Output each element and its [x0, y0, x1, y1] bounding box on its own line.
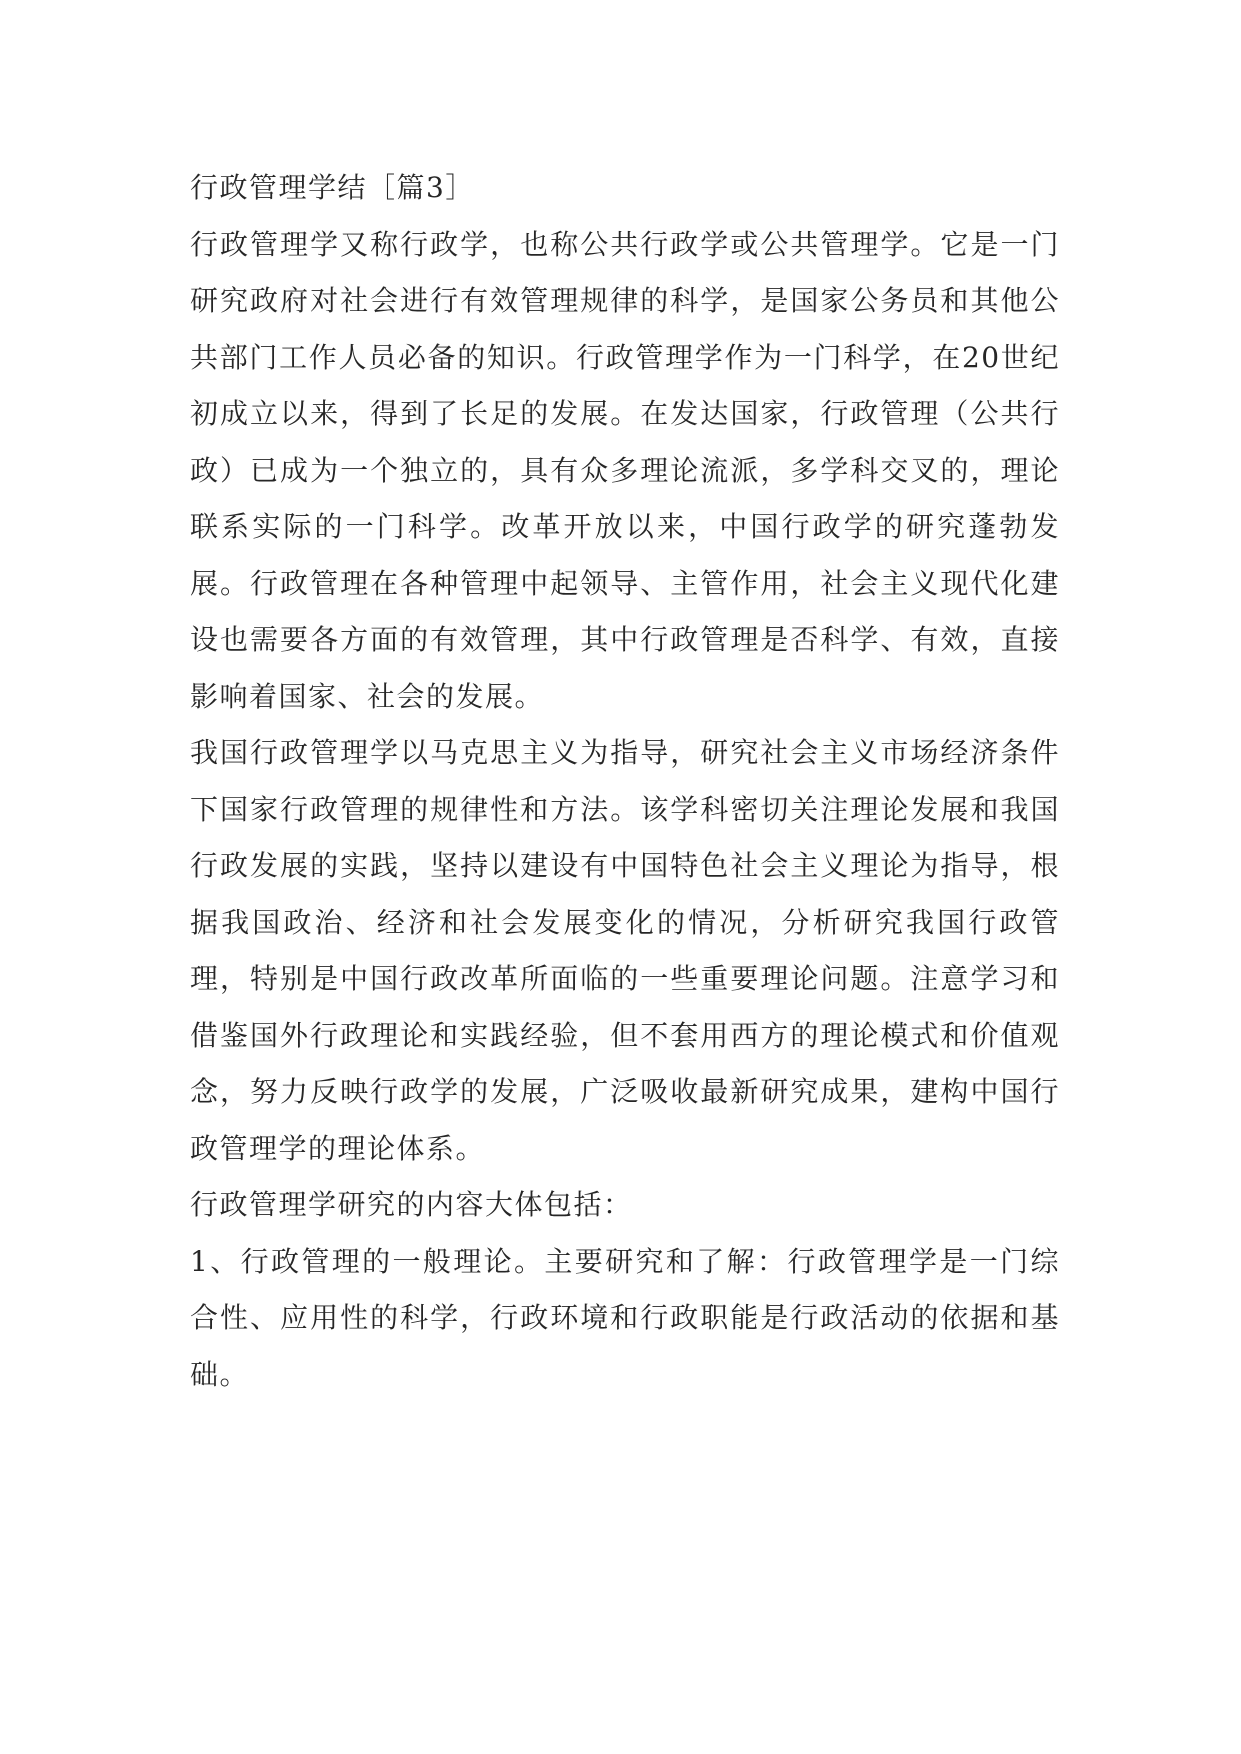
paragraph-intro: 行政管理学又称行政学，也称公共行政学或公共管理学。它是一门研究政府对社会进行有效管理规律的科学，是国家公务员和其他公共部门工作人员必备的知识。行政管理学作为一门科学，在20世纪初成立以来，得到了长足的发展。在发达国家，行政管理（公共行政）已成为一个独立的，具有众多理论流派，多学科交叉的，理论联系实际的一门科学。改革开放以来，中国行政学的研究蓬勃发展。行政管理在各种管理中起领导、主管作用，社会主义现代化建设也需要各方面的有效管理，其中行政管理是否科学、有效，直接影响着国家、社会的发展。	[190, 227, 1060, 713]
paragraph-item-1: 1、行政管理的一般理论。主要研究和了解：行政管理学是一门综合性、应用性的科学，行政环境和行政职能是行政活动的依据和基础。	[190, 1244, 1060, 1391]
paragraph-contents-lead: 行政管理学研究的内容大体包括：	[190, 1188, 633, 1221]
document-body	[190, 160, 1060, 1403]
paragraph-guidance: 我国行政管理学以马克思主义为指导，研究社会主义市场经济条件下国家行政管理的规律性和方法。该学科密切关注理论发展和我国行政发展的实践，坚持以建设有中国特色社会主义理论为指导，根据我国政治、经济和社会发展变化的情况，分析研究我国行政管理，特别是中国行政改革所面临的一些重要理论问题。注意学习和借鉴国外行政理论和实践经验，但不套用西方的理论模式和价值观念，努力反映行政学的发展，广泛吸收最新研究成果，建构中国行政管理学的理论体系。	[190, 736, 1060, 1165]
document-title: 行政管理学结［篇3］	[190, 171, 475, 204]
